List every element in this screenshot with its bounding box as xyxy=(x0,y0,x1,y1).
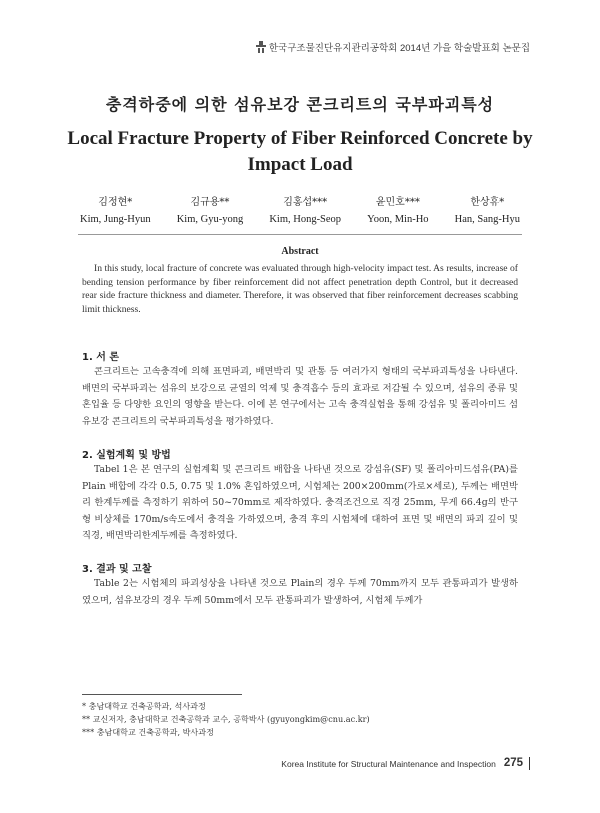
author-korean-name: 김홍섭*** xyxy=(283,197,328,208)
author xyxy=(455,193,520,225)
author-korean-name: 윤민호*** xyxy=(375,197,420,208)
author-korean-name: 김규용** xyxy=(190,197,230,208)
author-korean-name: 한상휴* xyxy=(470,197,505,208)
section-heading-method: 2. 실험계획 및 방법 xyxy=(82,450,171,461)
author-english-name: Kim, Jung-Hyun xyxy=(80,214,151,225)
author-list xyxy=(80,193,520,225)
author-english-name: Han, Sang-Hyu xyxy=(454,214,520,225)
footnote: * 충남대학교 건축공학과, 석사과정 xyxy=(82,701,206,711)
korean-title: 충격하중에 의한 섬유보강 콘크리트의 국부파괴특성 xyxy=(105,95,495,114)
footer-text: Korea Institute for Structural Maintenance and Inspection xyxy=(281,758,496,769)
footnotes xyxy=(82,700,370,739)
section-body-introduction: 콘크리트는 고속충격에 의해 표면파괴, 배면박리 및 관통 등 여러가지 형태의 국부파괴특성을 나타낸다. 배면의 국부파괴는 섬유의 보강으로 균열의 억제 및 충격흡수 등의 효과로 저감될 수 있으며, 섬유의 종류 및 혼입율 등 다양한 요인의 영향을 받는다. 이에 본 연구에서는 고속 충격실험을 통해 강섬유 및 폴리아미드 섬유보강 콘크리트의 국부파괴특성을 평가하였다. xyxy=(82,366,518,427)
abstract-body: In this study, local fracture of concrete was evaluated through high-velocity impact test. As results, increase of bending tension performance by fiber reinforcement did not affect penetration depth Control, but it decreased rear side fracture thickness and diameter. Therefore, it was observed that fiber reinforcement decreases scabbing limit thickness. xyxy=(82,263,518,316)
running-header xyxy=(256,40,530,54)
divider xyxy=(78,234,522,235)
author xyxy=(177,193,244,225)
section-body-method: Tabel 1은 본 연구의 실험계획 및 콘크리트 배합을 나타낸 것으로 강섬유(SF) 및 폴리아미드섬유(PA)를 Plain 배합에 각각 0.5, 0.75 및 1.0% 혼입하였으며, 시험체는 200×200mm(가로×세로), 두께는 배면박리 한계두께를 측정하기 위하여 50~70mm로 제작하였다. 충격조건으로 직경 25mm, 무게 66.4g의 반구형 비상체를 170m/s속도에서 충격을 가하였으며, 충격 후의 시험체에 대하여 표면 및 배면의 파괴 깊이 및 직경, 배면박리한계두께를 측정하였다. xyxy=(82,464,518,541)
author xyxy=(80,193,151,225)
author xyxy=(367,193,428,225)
abstract-title: Abstract xyxy=(281,246,319,257)
section-heading-introduction: 1. 서 론 xyxy=(82,352,120,363)
author-english-name: Yoon, Min-Ho xyxy=(367,214,429,225)
section-heading-results: 3. 결과 및 고찰 xyxy=(82,564,152,575)
footnote-divider xyxy=(82,694,242,695)
author-english-name: Kim, Gyu-yong xyxy=(176,214,244,225)
english-title xyxy=(60,126,540,178)
author-korean-name: 김정현* xyxy=(98,197,133,208)
footnote: *** 충남대학교 건축공학과, 박사과정 xyxy=(82,727,214,737)
footnote: ** 교신저자, 충남대학교 건축공학과 교수, 공학박사 (gyuyongkim@cnu.ac.kr) xyxy=(82,714,370,724)
english-title-line2: Impact Load xyxy=(247,154,353,175)
english-title-line1: Local Fracture Property of Fiber Reinforced Concrete by xyxy=(67,128,533,149)
author-english-name: Kim, Hong-Seop xyxy=(269,214,342,225)
running-header-text: 한국구조물진단유지관리공학회 2014년 가을 학술발표회 논문집 xyxy=(268,43,530,54)
page-number: 275 xyxy=(504,757,530,770)
section-body-results: Table 2는 시험체의 파괴성상을 나타낸 것으로 Plain의 경우 두께 70mm까지 모두 관통파괴가 발생하였으며, 섬유보강의 경우 두께 50mm에서 모두 관통파괴가 발생하여, 시험체 두께가 xyxy=(82,578,518,606)
page-footer xyxy=(281,757,530,770)
author xyxy=(269,193,341,225)
journal-logo-icon xyxy=(256,41,266,53)
